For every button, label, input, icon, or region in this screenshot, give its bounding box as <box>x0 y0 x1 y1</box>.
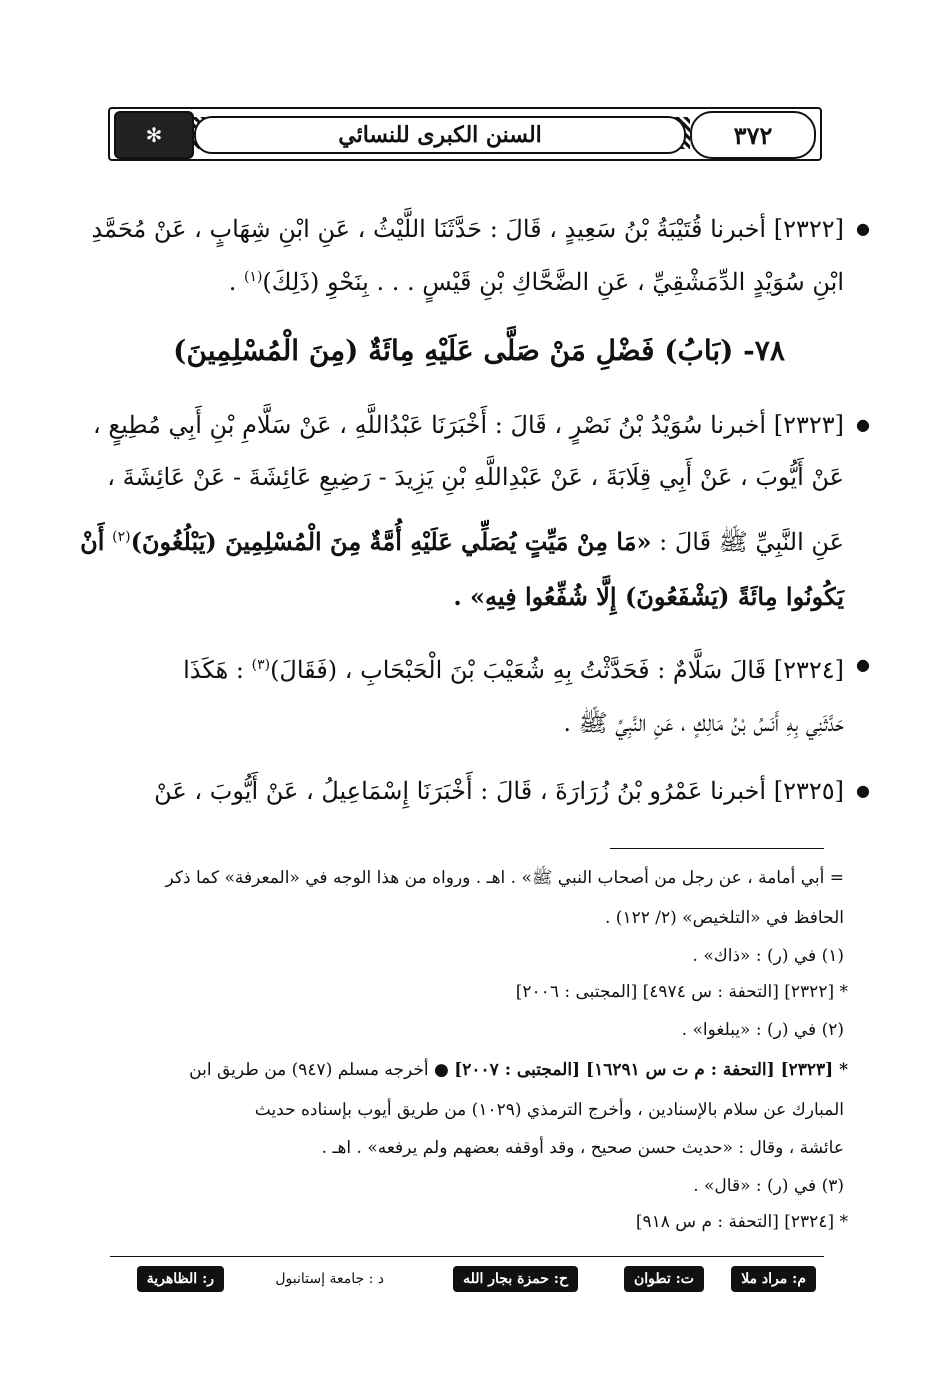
publisher-logo <box>114 111 194 159</box>
takhrij-2322: * [٢٣٢٢] [التحفة : س ٤٩٧٤] [المجتبى : ٢٠٠٦] <box>515 982 848 1002</box>
manuscript-tag-d: د : جامعة إستانبول <box>275 1271 384 1287</box>
hadith-2322-line-1: ● [٢٣٢٢] أخبرنا قُتَيْبَةُ بْنُ سَعِيدٍ ، قَالَ : حَدَّثَنَا اللَّيْثُ ، عَنِ ابْنِ شِهَابٍ ، عَنْ مُحَمَّدِ <box>114 209 844 249</box>
hadith-2323-line-2: عَنْ أَيُّوبَ ، عَنْ أَبِي قِلَابَةَ ، عَنْ عَبْدِاللَّهِ بْنِ يَزِيدَ - رَضِيعِ عَائِشَةَ - عَنْ عَائِشَةَ ، <box>107 463 844 491</box>
hadith-2323-line-1: ● [٢٣٢٣] أخبرنا سُوَيْدُ بْنُ نَصْرٍ ، قَالَ : أَخْبَرَنَا عَبْدُاللَّهِ ، عَنْ سَلَّامِ بْنِ أَبِي مُطِيعٍ ، <box>114 405 844 445</box>
hadith-2323-line-4: يَكُونُوا مِائَةً (يَشْفَعُونَ) إِلَّا شُفِّعُوا فِيهِ» . <box>453 582 844 611</box>
takhrij-2323: * [٢٣٢٣] [التحفة : م ت س ١٦٢٩١] [المجتبى : ٢٠٠٧] ● أخرجه مسلم (٩٤٧) من طريق ابن <box>189 1060 848 1080</box>
bullet-icon: ● <box>856 655 870 674</box>
footnote-line: الحافظ في «التلخيص» (٢/ ١٢٢) . <box>605 908 844 928</box>
footnote-3: (٣) في (ر) : «قال» . <box>693 1176 844 1196</box>
footnote-line: عائشة ، وقال : «حديث حسن صحيح ، وقد أوقفه بعضهم ولم يرفعه» . اهـ . <box>321 1138 844 1158</box>
header-title-bar <box>194 116 686 154</box>
page-number: ٣٧٢ <box>733 120 773 150</box>
footnote-line: المبارك عن سلام بالإسنادين ، وأخرج الترمذي (١٠٢٩) من طريق أيوب بإسناده حديث <box>254 1100 844 1120</box>
hadith-2324-line-1: ● [٢٣٢٤] قَالَ سَلَّامٌ : فَحَدَّثْتُ بِهِ شُعَيْبَ بْنَ الْحَبْحَابِ ، (فَقَالَ)$^{(٣)}$ : هَكَذَا <box>114 645 844 690</box>
manuscript-tag-t: ت: تطوان <box>624 1266 704 1292</box>
footnote-ref[interactable]: (٢) <box>112 529 131 545</box>
bullet-icon: ● <box>856 415 870 434</box>
hadith-2325-line-1: ● [٢٣٢٥] أخبرنا عَمْرُو بْنُ زُرَارَةَ ، قَالَ : أَخْبَرَنَا إِسْمَاعِيلُ ، عَنْ أَيُّوبَ ، عَنْ <box>114 771 844 811</box>
bullet-icon: ● <box>856 219 870 238</box>
page-number-badge <box>690 111 816 159</box>
bullet-icon: ● <box>856 781 870 800</box>
footnote-line: = أبي أمامة ، عن رجل من أصحاب النبي ﷺ» . اهـ . ورواه من هذا الوجه في «المعرفة» كما ذكر <box>165 868 844 888</box>
takhrij-2324: * [٢٣٢٤] [التحفة : م س ٩١٨] <box>635 1212 848 1232</box>
manuscript-tag-m: م: مراد ملا <box>731 1266 816 1292</box>
page-header <box>108 107 822 161</box>
footer-separator <box>110 1256 824 1257</box>
book-title: السنن الكبرى للنسائي <box>338 122 542 148</box>
footnote-separator <box>610 848 824 849</box>
manuscript-tag-r: ر: الظاهرية <box>137 1266 224 1292</box>
hadith-2323-line-3: عَنِ النَّبِيِّ ﷺ قَالَ : «مَا مِنْ مَيِّتٍ يُصَلِّي عَلَيْهِ أُمَّةٌ مِنَ الْمُسْلِمِينَ (يَبْلُغُونَ)$^{(٢)}$ أَنْ <box>80 527 844 556</box>
footnote-2: (٢) في (ر) : «يبلغوا» . <box>681 1020 844 1040</box>
chapter-heading: ٧٨- (بَابُ) فَضْلِ مَنْ صَلَّى عَلَيْهِ مِائَةٌ (مِنَ الْمُسْلِمِينَ) <box>173 334 785 367</box>
logo-icon: ✻ <box>145 123 163 147</box>
footnote-ref[interactable]: (٣) <box>251 657 271 673</box>
hadith-2322-line-2: ابْنِ سُوَيْدٍ الدِّمَشْقِيِّ ، عَنِ الضَّحَّاكِ بْنِ قَيْسٍ . . . بِنَحْوِ (ذَلِكَ)$^{(١)}$ . <box>228 268 844 296</box>
footnote-ref[interactable]: (١) <box>243 269 263 285</box>
footnote-1: (١) في (ر) : «ذاك» . <box>692 946 844 966</box>
manuscript-legend <box>110 1262 824 1296</box>
manuscript-tag-h: ح: حمزة بجار الله <box>453 1266 578 1292</box>
hadith-2324-line-2: حَدَّثَنِي بِهِ أَنَسُ بْنُ مَالِكٍ ، عَنِ النَّبِيِّ ﷺ . <box>563 709 844 737</box>
